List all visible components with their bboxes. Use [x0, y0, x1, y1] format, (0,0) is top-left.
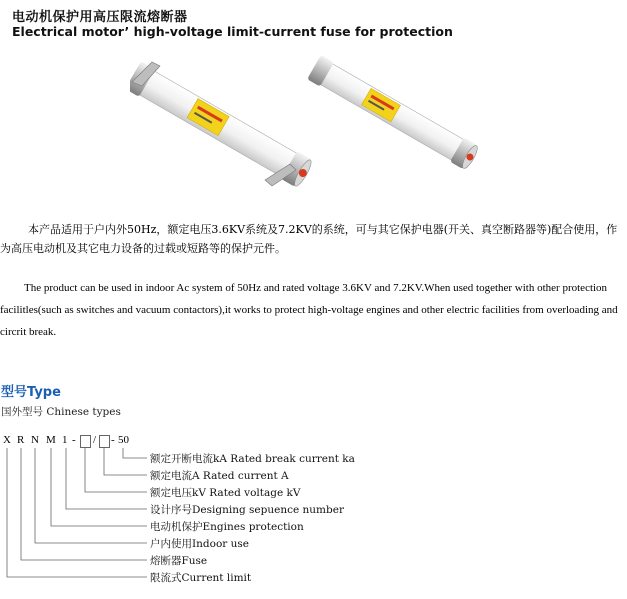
code-slash: / [93, 434, 97, 446]
description-en: The product can be used in indoor Ac system of 50Hz and rated voltage 3.6KV and 7.2KV.When used together with other protection facilitles(such as switches and vacuum contactors),it works to protect high-voltage engines and other electric facilities from overloading and circrit break. [0, 282, 618, 338]
code-50: 50 [118, 434, 129, 446]
type-section-title: 型号Type [1, 385, 61, 400]
code-dash-1: - [72, 434, 76, 446]
label-engines-protection: 电动机保护Engines protection [150, 521, 304, 533]
code-r: R [17, 434, 25, 446]
label-design-sequence: 设计序号Designing sepuence number [150, 504, 344, 516]
description-cn: 本产品适用于户内外50Hz，额定电压3.6KV系统及7.2KV的系统，可与其它保护电器(开关、真空断路器等)配合使用，作为高压电动机及其它电力设备的过载或短路等的保护元件。 [0, 223, 618, 255]
label-rated-voltage: 额定电压kV Rated voltage kV [150, 487, 301, 499]
code-1: 1 [62, 434, 68, 446]
label-current-limit: 限流式Current limit [150, 572, 252, 584]
code-x: X [3, 434, 11, 446]
code-n: N [31, 434, 39, 446]
page-title-cn: 电动机保护用高压限流熔断器 [12, 10, 188, 25]
label-fuse: 熔断器Fuse [150, 555, 208, 567]
type-section-subtitle: 国外型号 Chinese types [1, 406, 121, 418]
label-rated-current: 额定电流A Rated current A [150, 470, 289, 482]
code-m: M [46, 434, 56, 446]
page-title-en: Electrical motor’ high-voltage limit-current fuse for protection [12, 24, 453, 39]
label-indoor-use: 户内使用Indoor use [150, 538, 249, 550]
label-rated-break-current: 额定开断电流kA Rated break current ka [150, 453, 355, 465]
code-dash-2: - [111, 434, 115, 446]
